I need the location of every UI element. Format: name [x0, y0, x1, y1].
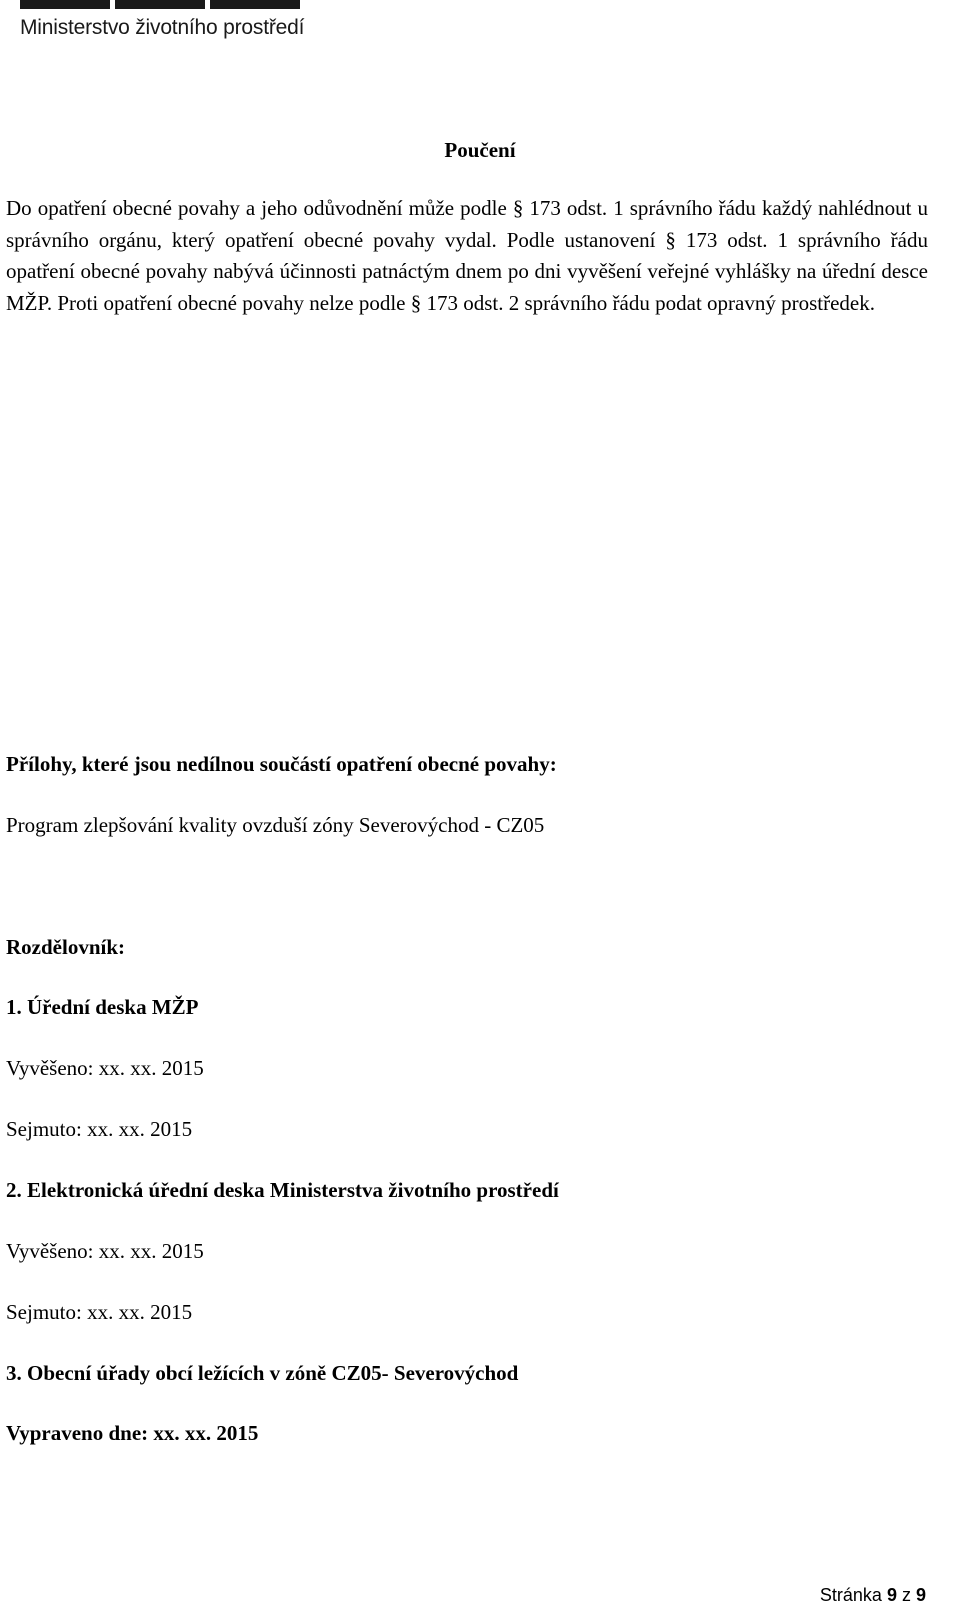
logo-bar: [210, 0, 300, 9]
ministry-name: Ministerstvo životního prostředí: [20, 16, 305, 39]
board-1-title: 1. Úřední deska MŽP: [6, 995, 199, 1019]
logo-bar: [20, 0, 110, 9]
board-2-posted: Vyvěšeno: xx. xx. 2015: [6, 1239, 204, 1263]
page-label: Stránka: [819, 1585, 882, 1605]
instruction-text: Do opatření obecné povahy a jeho odůvodnění může podle § 173 odst. 1 správního řádu každý nahlédnout u správního orgánu, který opatření obecné povahy vydal. Podle ustanovení § 173 odst. 1 správního řádu opatření obecné povahy nabývá účinnosti patnáctým dnem po dni vyvěšení veřejné vyhlášky na úřední desce MŽP. Proti opatření obecné povahy nelze podle § 173 odst. 2 správního řádu podat opravný prostředek.: [6, 196, 928, 315]
board-3-dispatched: Vypraveno dne: xx. xx. 2015: [6, 1421, 259, 1445]
page-total: 9: [915, 1585, 926, 1605]
instruction-title: Poučení: [444, 138, 516, 162]
board-3-title: 3. Obecní úřady obcí ležících v zóně CZ05- Severovýchod: [6, 1361, 519, 1385]
board-2-removed: Sejmuto: xx. xx. 2015: [6, 1300, 193, 1324]
attachments-title: Přílohy, které jsou nedílnou součástí opatření obecné povahy:: [6, 752, 557, 776]
board-1-removed: Sejmuto: xx. xx. 2015: [6, 1117, 193, 1141]
logo-bar: [115, 0, 205, 9]
page-current: 9: [886, 1585, 897, 1605]
page-number: [820, 1585, 926, 1606]
page-of: z: [901, 1585, 911, 1605]
ministry-logo-bars: [20, 0, 300, 9]
attachment-item: Program zlepšování kvality ovzduší zóny Severovýchod - CZ05: [6, 813, 545, 837]
board-1-posted: Vyvěšeno: xx. xx. 2015: [6, 1056, 204, 1080]
board-2-title: 2. Elektronická úřední deska Ministerstva životního prostředí: [6, 1178, 559, 1202]
distribution-title: Rozdělovník:: [6, 935, 126, 959]
